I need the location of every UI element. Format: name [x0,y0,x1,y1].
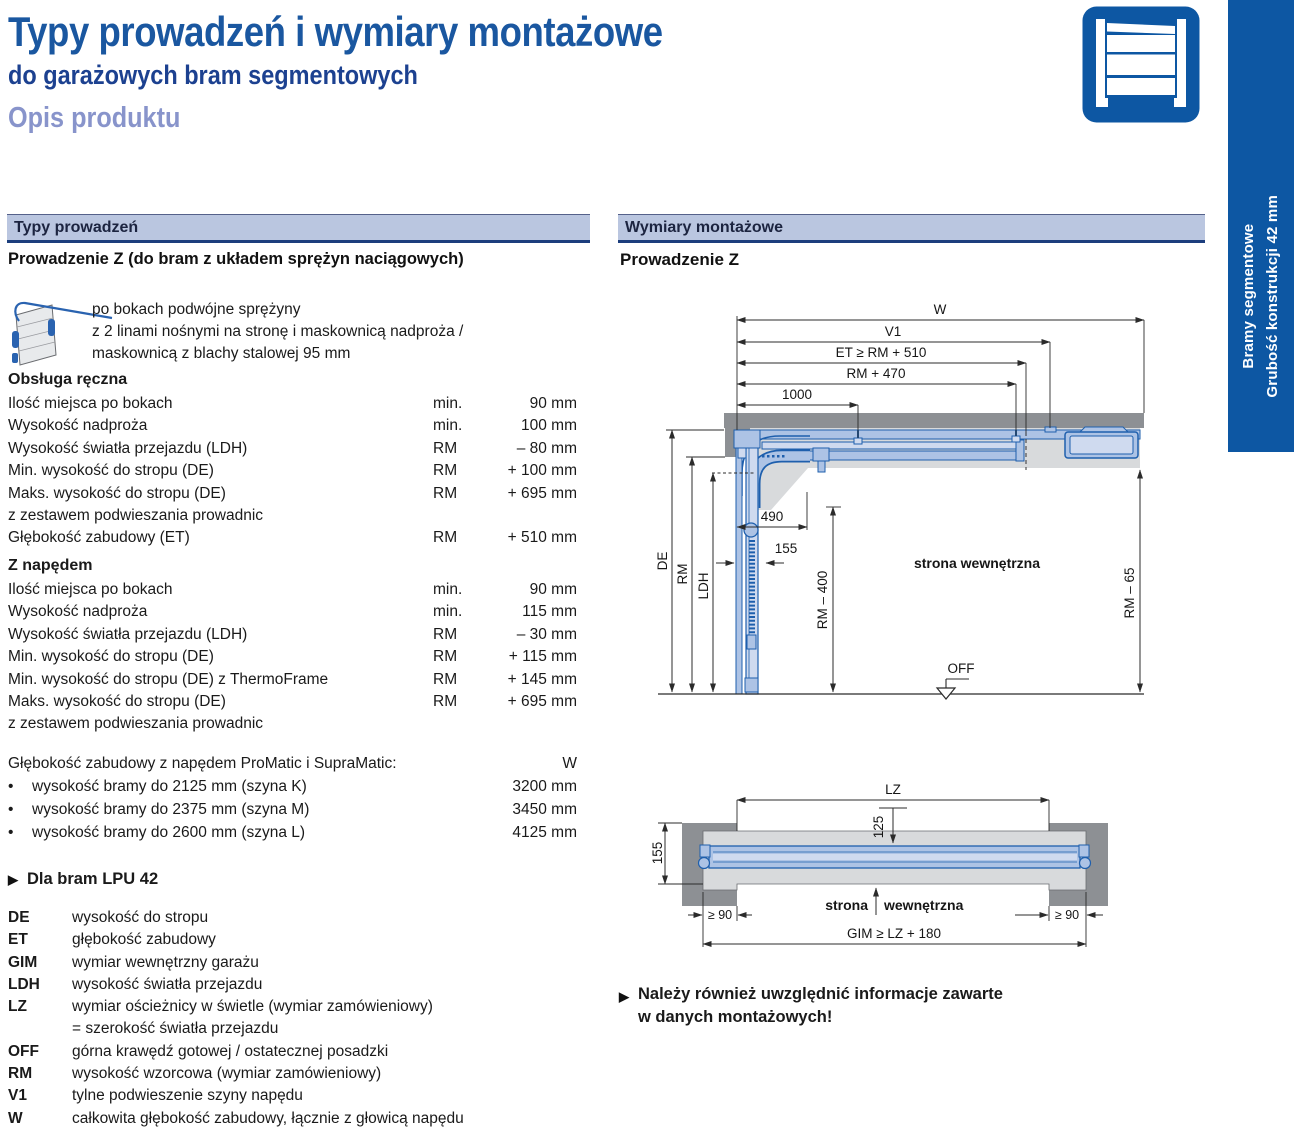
legend-row: LZ wymiar ościeżnicy w świetle (wymiar zamówieniowy) = szerokość światła przejazdu [8,998,433,1038]
sidebar-label [1228,140,1294,452]
dim-ge90-left: ≥ 90 [707,908,733,922]
manual-rows [8,393,577,550]
legend-row: OFF górna krawędź gotowej / ostatecznej posadzki [8,1042,389,1060]
table-row: Min. wysokość do stropu (DE) RM + 115 mm [8,648,577,666]
table-row: Min. wysokość do stropu (DE) z ThermoFrame RM + 145 mm [8,670,577,688]
dim-et: ET ≥ RM + 510 [835,345,927,360]
depth-col-header: W [562,755,577,772]
table-row: Głębokość zabudowy (ET) RM + 510 mm [8,529,577,547]
table-row: Maks. wysokość do stropu (DE) RM + 695 mm [8,484,577,502]
table-row: Wysokość nadproża min. 100 mm [8,417,577,435]
list-item: • wysokość bramy do 2375 mm (szyna M) 3450 mm [8,798,577,821]
sidebar-line2: Grubość konstrukcji 42 mm [1264,194,1281,398]
dim-ge90-right: ≥ 90 [1054,908,1080,922]
table-row: Wysokość nadproża min. 115 mm [8,603,577,621]
table-row: z zestawem podwieszania prowadnic [8,507,264,525]
abbreviation-legend [8,907,583,1130]
section-bar-track-types: Typy prowadzeń [7,214,590,243]
table-row: z zestawem podwieszania prowadnic [8,715,264,733]
legend-row: RM wysokość wzorcowa (wymiar zamówieniowy) [8,1065,382,1083]
legend-row: W całkowita głębokość zabudowy, łącznie z głowicą napędu [8,1109,464,1127]
dim-v1: V1 [884,324,902,339]
dim-de: DE [655,551,670,571]
legend-row: ET głębokość zabudowy [8,931,216,949]
manual-operation-table [8,369,577,550]
depth-heading: Głębokość zabudowy z napędem ProMatic i SupraMatic: [8,755,397,772]
powered-heading: Z napędem [8,557,93,574]
powered-rows [8,579,577,736]
operator-depth-block [8,752,577,844]
sectional-door-icon [1082,6,1200,123]
bullet-icon: • [8,801,14,818]
dim-155: 155 [774,541,798,556]
inner-side-label-left: strona [825,897,868,913]
depth-items [8,775,577,844]
section-title: Opis produktu [8,102,181,134]
page-title: Typy prowadzeń i wymiary montażowe [8,8,663,55]
table-row: Ilość miejsca po bokach min. 90 mm [8,395,577,412]
note-line2: w danych montażowych! [638,1008,833,1026]
track-z-description [92,299,572,365]
dim-155-plan: 155 [650,841,665,865]
manual-heading: Obsługa ręczna [8,371,128,388]
page-subtitle: do garażowych bram segmentowych [8,60,418,90]
description-line: z 2 linami nośnymi na stronę i maskownicą nadproża / [92,323,464,340]
table-row: Wysokość światła przejazdu (LDH) RM – 80 mm [8,439,577,457]
dim-rm: RM [675,563,690,585]
legend-row: GIM wymiar wewnętrzny garażu [8,953,259,971]
legend-row: LDH wysokość światła przejazdu [8,975,263,993]
arrow-right-icon: ▶ [619,989,629,1004]
list-item: • wysokość bramy do 2125 mm (szyna K) 3200 mm [8,775,577,798]
dim-gim: GIM ≥ LZ + 180 [846,926,942,941]
dim-125: 125 [871,815,886,839]
dim-1000: 1000 [781,387,813,402]
dim-rm65: RM – 65 [1122,567,1137,619]
dim-lz: LZ [885,782,901,797]
arrow-right-icon: ▶ [8,872,18,887]
legend-row: V1 tylne podwieszenie szyny napędu [8,1087,303,1105]
dim-rm400: RM – 400 [815,570,830,630]
bullet-icon: • [8,824,14,841]
note-line1: Należy również uwzględnić informacje zawarte [638,985,1003,1003]
dim-rm470: RM + 470 [846,366,906,381]
dim-ldh: LDH [696,572,711,600]
table-row: Min. wysokość do stropu (DE) RM + 100 mm [8,462,577,480]
powered-operation-table [8,555,577,736]
diagram-side-section [650,290,1150,705]
description-line: po bokach podwójne sprężyny [92,301,301,318]
table-row: Wysokość światła przejazdu (LDH) RM – 30 mm [8,625,577,643]
dim-490: 490 [760,509,784,524]
diagram-plan-section [650,775,1110,955]
bullet-icon: • [8,778,14,795]
off-label: OFF [947,661,975,676]
list-item: • wysokość bramy do 2600 mm (szyna L) 4125 mm [8,821,577,844]
table-row: Ilość miejsca po bokach min. 90 mm [8,581,577,598]
section-bar-mounting-dims: Wymiary montażowe [618,214,1205,243]
inner-side-label-right: wewnętrzna [884,897,964,913]
legend-row: DE wysokość do stropu [8,909,209,926]
table-row: Maks. wysokość do stropu (DE) RM + 695 mm [8,693,577,711]
track-z-heading: Prowadzenie Z (do bram z układem sprężyn naciągowych) [8,250,464,268]
track-z-diagram-heading: Prowadzenie Z [620,250,740,269]
dim-w: W [933,302,947,317]
inner-side-label: strona wewnętrzna [913,555,1041,571]
mounting-data-note [619,983,1003,1029]
description-line: maskownicą z blachy stalowej 95 mm [92,345,351,362]
sidebar-line1: Bramy segmentowe [1240,223,1257,369]
lpu-note: ▶ Dla bram LPU 42 [8,870,159,888]
